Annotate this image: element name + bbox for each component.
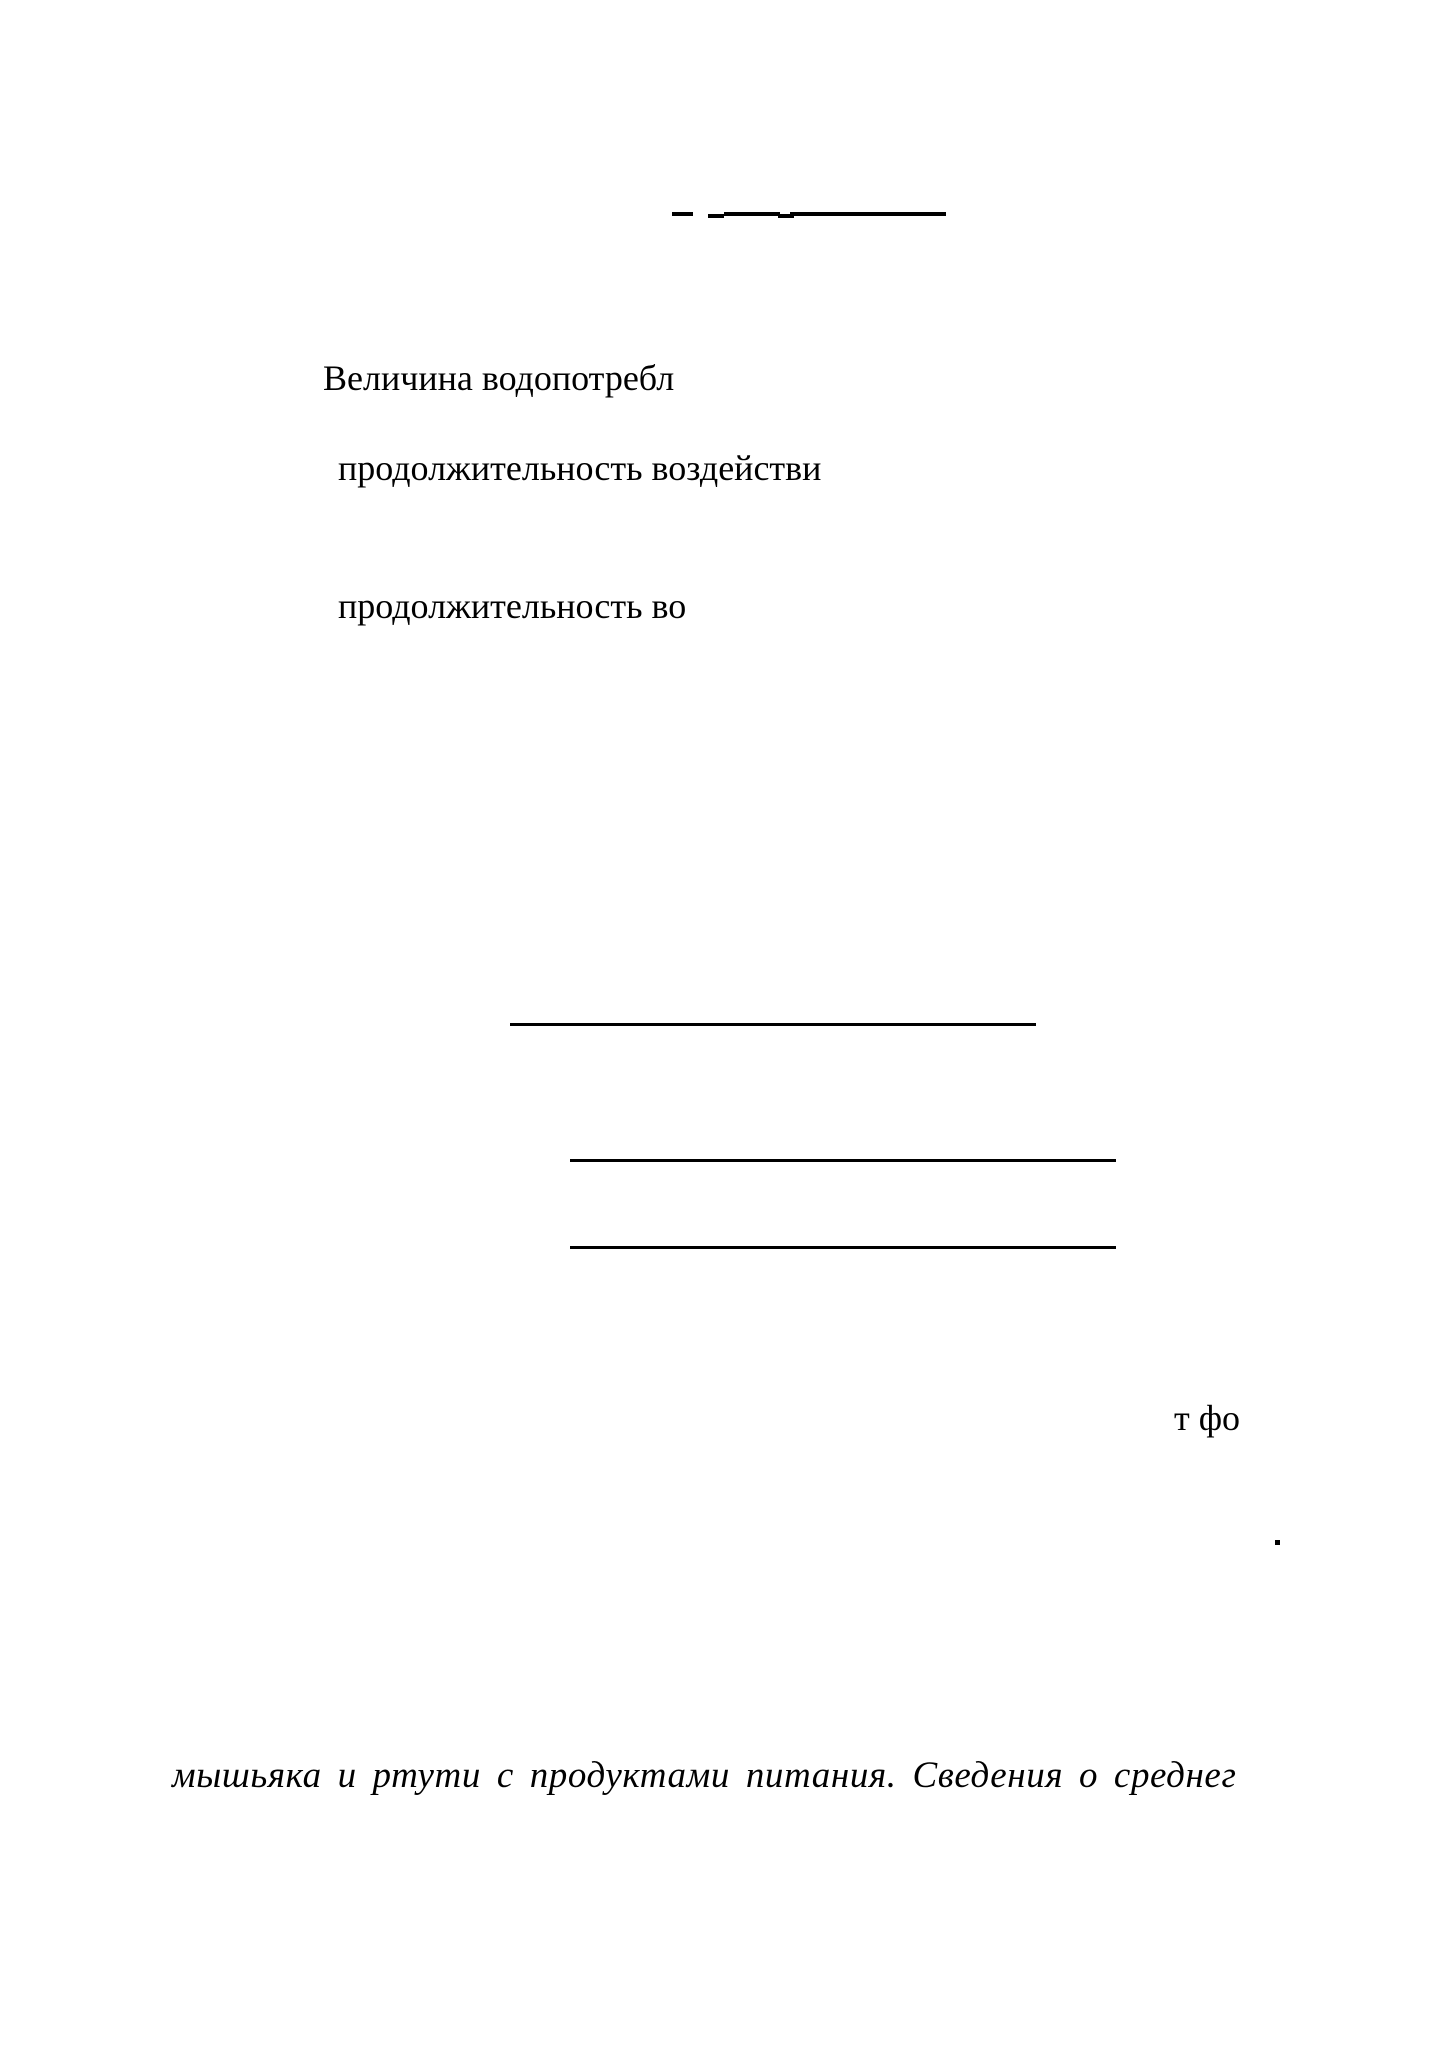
blank-rule bbox=[510, 1023, 1036, 1026]
header-underline-segment bbox=[724, 212, 780, 216]
text-line-duration-fragment: продолжительность во bbox=[338, 586, 687, 626]
text-line-water-consumption: Величина водопотребл bbox=[323, 358, 675, 398]
text-fragment-right: т фо bbox=[1174, 1398, 1241, 1438]
header-underline-segment bbox=[790, 212, 946, 216]
header-underline-segment bbox=[672, 212, 693, 216]
header-underline-segment bbox=[708, 214, 724, 218]
italic-text-line: мышьяка и ртути с продуктами питания. Сведения о среднег bbox=[172, 1755, 1237, 1796]
blank-rule bbox=[570, 1159, 1116, 1162]
period-mark bbox=[1275, 1540, 1280, 1545]
text-line-exposure-duration: продолжительность воздействи bbox=[338, 448, 822, 488]
header-underline bbox=[672, 198, 946, 218]
blank-rule bbox=[570, 1246, 1116, 1249]
